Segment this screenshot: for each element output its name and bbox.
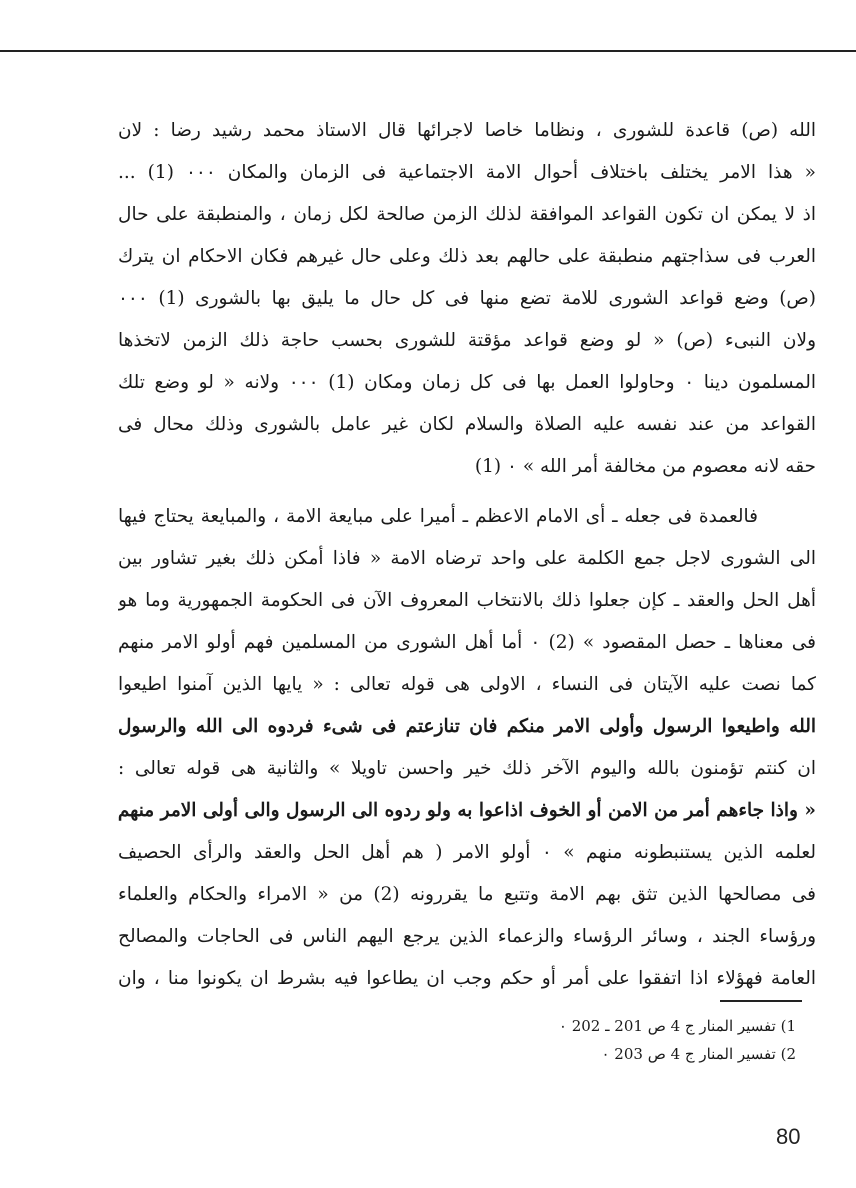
- text-line: أهل الحل والعقد ـ كإن جعلوا ذلك بالانتخاب المعروف الآن فى الحكومة الجمهورية وما هو: [118, 590, 816, 611]
- footnotes: [559, 1012, 796, 1068]
- text-line: « هذا الامر يختلف باختلاف أحوال الامة الاجتماعية فى الزمان والمكان ٠٠٠ (1) ...: [118, 162, 816, 183]
- text-line: القواعد من عند نفسه عليه الصلاة والسلام لكان غير عامل بالشورى وذلك محال فى: [118, 414, 816, 435]
- text-line: العامة فهؤلاء اذا اتفقوا على أمر أو حكم وجب ان يطاعوا فيه بشرط ان يكونوا منا ، وان: [118, 968, 816, 989]
- text-line: المسلمون دينا ٠ وحاولوا العمل بها فى كل زمان ومكان (1) ٠٠٠ ولانه « لو وضع تلك: [118, 372, 816, 393]
- text-line: فى معناها ـ حصل المقصود » (2) ٠ أما أهل الشورى من المسلمين فهم أولو الامر منهم: [118, 632, 816, 653]
- quran-verse-line: الله واطيعوا الرسول وأولى الامر منكم فان تنازعتم فى شىء فردوه الى الله والرسول: [118, 716, 816, 737]
- text-line: الى الشورى لاجل جمع الكلمة على واحد ترضاه الامة « فاذا أمكن ذلك بغير تشاور بين: [118, 548, 816, 569]
- paragraph-2: [118, 496, 816, 1000]
- text-line: (ص) وضع قواعد الشورى للامة تضع منها فى كل حال ما يليق بها بالشورى (1) ٠٠٠: [118, 288, 816, 309]
- text-line: ورؤساء الجند ، وسائر الرؤساء والزعماء الذين يرجع اليهم الناس فى الحاجات والمصالح: [118, 926, 816, 947]
- text-line: ان كنتم تؤمنون بالله واليوم الآخر ذلك خير واحسن تاويلا » والثانية هى قوله تعالى :: [118, 758, 816, 779]
- text-line: فى مصالحها الذين تثق بهم الامة وتتبع ما يقررونه (2) من « الامراء والحكام والعلماء: [118, 884, 816, 905]
- footnote: 2) تفسير المنار ج 4 ص 203 ٠: [601, 1045, 796, 1063]
- text-line: ولان النبىء (ص) « لو وضع قواعد مؤقتة للشورى بحسب حاجة ذلك الزمن لاتخذها: [118, 330, 816, 351]
- text-line: لعلمه الذين يستنبطونه منهم » ٠ أولو الامر ( هم أهل الحل والعقد والرأى الحصيف: [118, 842, 816, 863]
- text-line: الله (ص) قاعدة للشورى ، ونظاما خاصا لاجرائها قال الاستاذ محمد رشيد رضا : لان: [118, 120, 816, 141]
- page-number: 80: [776, 1124, 801, 1149]
- header-rule: [0, 50, 856, 52]
- paragraph-1: [118, 110, 816, 488]
- text-line: كما نصت عليه الآيتان فى النساء ، الاولى هى قوله تعالى : « يايها الذين آمنوا اطيعوا: [118, 674, 816, 695]
- text-line: حقه لانه معصوم من مخالفة أمر الله » ٠ (1): [474, 456, 816, 477]
- text-line: فالعمدة فى جعله ـ أى الامام الاعظم ـ أميرا على مبايعة الامة ، والمبايعة يحتاج فيها: [118, 506, 758, 527]
- text-line: العرب فى سذاجتهم منطبقة على حالهم بعد ذلك وعلى حال غيرهم فكان الاحكام ان يترك: [118, 246, 816, 267]
- footnote-rule: [720, 1000, 802, 1002]
- text-line: اذ لا يمكن ان تكون القواعد الموافقة لذلك الزمن صالحة لكل زمان ، والمنطبقة على حال: [118, 204, 816, 225]
- quran-verse-line: « واذا جاءهم أمر من الامن أو الخوف اذاعوا به ولو ردوه الى الرسول والى أولى الامر منهم: [118, 800, 816, 821]
- footnote: 1) تفسير المنار ج 4 ص 201 ـ 202 ٠: [558, 1017, 796, 1035]
